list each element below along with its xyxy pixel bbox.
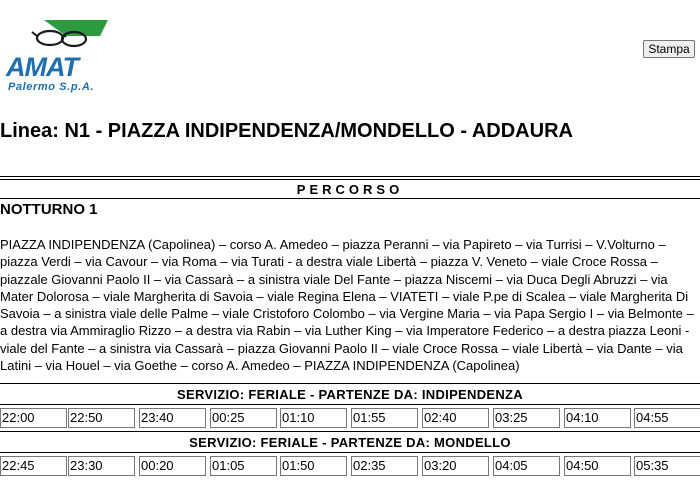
divider bbox=[0, 452, 700, 453]
departure-time: 05:35 bbox=[634, 456, 700, 476]
departure-time: 01:55 bbox=[351, 408, 418, 428]
service-heading-mondello: SERVIZIO: FERIALE - PARTENZE DA: MONDELLO bbox=[189, 435, 511, 450]
departure-time: 03:20 bbox=[422, 456, 489, 476]
departure-time: 04:55 bbox=[634, 408, 700, 428]
departure-time: 22:50 bbox=[68, 408, 135, 428]
departure-time: 23:40 bbox=[139, 408, 206, 428]
divider bbox=[0, 383, 700, 384]
page-title: Linea: N1 - PIAZZA INDIPENDENZA/MONDELLO - ADDAURA bbox=[0, 120, 573, 142]
percorso-heading: PERCORSO bbox=[296, 182, 404, 197]
departure-time: 04:05 bbox=[493, 456, 560, 476]
route-description: PIAZZA INDIPENDENZA (Capolinea) – corso A. Amedeo – piazza Peranni – via Papireto – via Turrisi – V.Volturno – piazza Verdi – via Cavour – via Roma – via Turati - a destra viale Libertà – piazza V. Veneto – viale Croce Rossa – piazzale Giovanni Paolo II – via Cassarà – a sinistra viale Del Fante – piazza Niscemi – via Duca Degli Abruzzi – via Mater Dolorosa – viale Margherita di Savoia – viale Regina Elena – VIATETI – viale P.pe di Scalea – viale Margherita Di Savoia – a sinistra viale delle Palme – viale Cristoforo Colombo – via Vergine Maria – via Papa Sergio I – via Belmonte – a destra via Ammiraglio Rizzo – a destra via Rabin – via Luther King – via Imperatore Federico – a destra piazza Leoni - viale del Fante – a sinistra via Cassarà – piazza Giovanni Paolo II – viale Croce Rossa – viale Libertà – via Dante – via Latini – via Houel – via Goethe – corso A. Amedeo – PIAZZA INDIPENDENZA (Capolinea) bbox=[0, 237, 694, 374]
divider bbox=[0, 404, 700, 405]
departure-time: 03:25 bbox=[493, 408, 560, 428]
print-button[interactable]: Stampa bbox=[643, 40, 695, 58]
divider bbox=[0, 176, 700, 177]
divider bbox=[0, 431, 700, 432]
departure-time: 01:10 bbox=[280, 408, 347, 428]
departure-time: 23:30 bbox=[68, 456, 135, 476]
timetable-row-indipendenza bbox=[0, 408, 700, 428]
amat-logo bbox=[4, 18, 108, 96]
departure-time: 01:05 bbox=[210, 456, 277, 476]
divider bbox=[0, 198, 700, 199]
divider bbox=[0, 179, 700, 180]
departure-time: 00:25 bbox=[210, 408, 277, 428]
service-heading-indipendenza: SERVIZIO: FERIALE - PARTENZE DA: INDIPENDENZA bbox=[177, 387, 523, 402]
departure-time: 01:50 bbox=[280, 456, 347, 476]
logo-wordmark: AMAT bbox=[6, 52, 78, 80]
departure-time: 04:10 bbox=[564, 408, 631, 428]
logo-graphic bbox=[4, 18, 108, 80]
timetable-row-mondello bbox=[0, 456, 700, 476]
departure-time: 02:40 bbox=[422, 408, 489, 428]
departure-time: 02:35 bbox=[351, 456, 418, 476]
logo-subtitle: Palermo S.p.A. bbox=[8, 81, 95, 93]
departure-time: 22:00 bbox=[0, 408, 67, 428]
route-name: NOTTURNO 1 bbox=[0, 201, 98, 218]
departure-time: 00:20 bbox=[139, 456, 206, 476]
departure-time: 22:45 bbox=[0, 456, 67, 476]
departure-time: 04:50 bbox=[564, 456, 631, 476]
